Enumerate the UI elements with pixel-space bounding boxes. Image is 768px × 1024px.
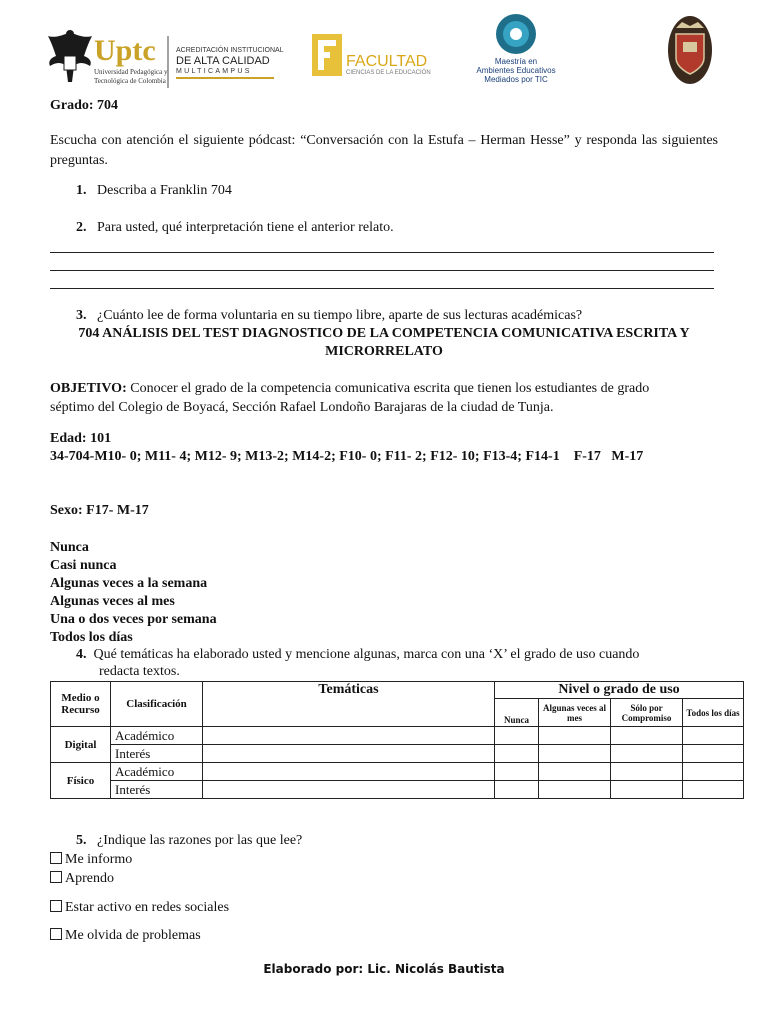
checkbox-icon[interactable] xyxy=(50,871,62,883)
mark-cell[interactable] xyxy=(611,727,683,745)
footer-credit: Elaborado por: Lic. Nicolás Bautista xyxy=(263,962,505,976)
svg-text:DE ALTA CALIDAD: DE ALTA CALIDAD xyxy=(176,55,270,67)
question-2 xyxy=(76,220,394,236)
header-todos-dias: Todos los días xyxy=(683,699,744,727)
frequency-options xyxy=(50,539,217,647)
question-text: Para usted, qué interpretación tiene el anterior relato. xyxy=(97,220,394,235)
facultad-logo xyxy=(312,34,431,76)
analysis-title-line-2: MICRORRELATO xyxy=(325,344,443,359)
question-number: 2. xyxy=(76,220,87,235)
header-logos xyxy=(0,0,768,96)
table-row xyxy=(51,727,744,745)
clasificacion-cell: Académico xyxy=(111,763,203,781)
svg-text:Mediados por TIC: Mediados por TIC xyxy=(484,75,548,84)
mark-cell[interactable] xyxy=(539,745,611,763)
question-number: 3. xyxy=(76,308,87,323)
svg-text:ACREDITACIÓN INSTITUCIONAL: ACREDITACIÓN INSTITUCIONAL xyxy=(176,47,284,54)
svg-text:Tecnológica de Colombia: Tecnológica de Colombia xyxy=(94,77,166,85)
header-tematicas: Temáticas xyxy=(203,682,495,727)
objective-line-1: Conocer el grado de la competencia comunicativa escrita que tienen los estudiantes de grado xyxy=(126,381,650,396)
mark-cell[interactable] xyxy=(539,781,611,799)
question-text: Qué temáticas ha elaborado usted y mencione algunas, marca con una ‘X’ el grado de uso cuando xyxy=(93,647,640,662)
tematicas-cell[interactable] xyxy=(203,781,495,799)
question-text-cont: redacta textos. xyxy=(99,664,180,679)
analysis-title-line-1: 704 ANÁLISIS DEL TEST DIAGNOSTICO DE LA COMPETENCIA COMUNICATIVA ESCRITA Y xyxy=(78,326,690,341)
table-row xyxy=(51,745,744,763)
question-text: Describa a Franklin 704 xyxy=(97,183,232,198)
question-4 xyxy=(76,646,639,680)
mark-cell[interactable] xyxy=(539,727,611,745)
header-clasificacion: Clasificación xyxy=(111,682,203,727)
mark-cell[interactable] xyxy=(611,763,683,781)
reason-label: Aprendo xyxy=(65,871,114,886)
reason-option[interactable] xyxy=(50,852,132,868)
header-algunas-veces: Algunas veces al mes xyxy=(539,699,611,727)
svg-text:MULTICAMPUS: MULTICAMPUS xyxy=(176,68,252,75)
checkbox-icon[interactable] xyxy=(50,900,62,912)
checkbox-icon[interactable] xyxy=(50,852,62,864)
tematicas-cell[interactable] xyxy=(203,745,495,763)
question-1 xyxy=(76,183,232,199)
objective xyxy=(50,379,730,417)
header-nivel: Nivel o grado de uso xyxy=(495,682,744,699)
frequency-option: Casi nunca xyxy=(50,558,117,573)
svg-text:CIENCIAS DE LA EDUCACIÓN: CIENCIAS DE LA EDUCACIÓN xyxy=(346,70,431,76)
svg-text:Universidad Pedagógica y: Universidad Pedagógica y xyxy=(94,68,168,76)
objective-line-2: séptimo del Colegio de Boyacá, Sección Rafael Londoño Barajaras de la ciudad de Tunja. xyxy=(50,400,554,415)
mark-cell[interactable] xyxy=(683,745,744,763)
frequency-option: Nunca xyxy=(50,540,89,555)
svg-text:Uptc: Uptc xyxy=(94,34,156,67)
reason-option[interactable] xyxy=(50,900,229,916)
mark-cell[interactable] xyxy=(539,763,611,781)
mark-cell[interactable] xyxy=(611,781,683,799)
svg-text:FACULTAD: FACULTAD xyxy=(346,53,428,70)
tematicas-cell[interactable] xyxy=(203,763,495,781)
question-text: ¿Indique las razones por las que lee? xyxy=(97,833,303,848)
uptc-logo xyxy=(94,34,168,88)
accreditation-logo xyxy=(176,45,284,79)
reason-label: Estar activo en redes sociales xyxy=(65,900,230,915)
table-row xyxy=(51,763,744,781)
answer-line[interactable] xyxy=(50,288,714,289)
svg-text:Ambientes Educativos: Ambientes Educativos xyxy=(476,66,556,75)
frequency-option: Todos los días xyxy=(50,630,133,645)
age-label: Edad: 101 xyxy=(50,431,112,446)
mark-cell[interactable] xyxy=(683,763,744,781)
clasificacion-cell: Académico xyxy=(111,727,203,745)
checkbox-icon[interactable] xyxy=(50,928,62,940)
question-number: 4. xyxy=(76,647,87,662)
answer-line[interactable] xyxy=(50,270,714,271)
svg-text:Maestría en: Maestría en xyxy=(494,57,538,66)
maestria-logo xyxy=(476,14,555,84)
sex-label: Sexo: F17- M-17 xyxy=(50,503,149,518)
question-number: 1. xyxy=(76,183,87,198)
mark-cell[interactable] xyxy=(611,745,683,763)
frequency-option: Algunas veces al mes xyxy=(50,594,175,609)
question-5 xyxy=(76,833,302,849)
tematicas-cell[interactable] xyxy=(203,727,495,745)
reason-option[interactable] xyxy=(50,871,114,887)
medio-cell: Digital xyxy=(51,727,111,763)
answer-line[interactable] xyxy=(50,252,714,253)
medio-cell: Físico xyxy=(51,763,111,799)
demographic-stats: 34-704-M10- 0; M11- 4; M12- 9; M13-2; M14-2; F10- 0; F11- 2; F12- 10; F13-4; F14-1 F-17 M-17 xyxy=(50,449,644,464)
question-text: ¿Cuánto lee de forma voluntaria en su tiempo libre, aparte de sus lecturas académicas? xyxy=(97,308,583,323)
mark-cell[interactable] xyxy=(495,727,539,745)
header-solo-compromiso: Sólo por Compromiso xyxy=(611,699,683,727)
colegio-crest-icon xyxy=(668,16,712,84)
frequency-option: Algunas veces a la semana xyxy=(50,576,208,591)
grade-label: Grado: 704 xyxy=(50,98,119,113)
mark-cell[interactable] xyxy=(683,727,744,745)
analysis-title xyxy=(44,325,724,361)
intro-text: Escucha con atención el siguiente pódcast: “Conversación con la Estufa – Herman Hesse” y responda las siguientes preguntas. xyxy=(50,133,718,168)
reason-label: Me olvida de problemas xyxy=(65,928,201,943)
reason-label: Me informo xyxy=(65,852,133,867)
table-row xyxy=(51,781,744,799)
clasificacion-cell: Interés xyxy=(111,745,203,763)
mark-cell[interactable] xyxy=(495,763,539,781)
question-number: 5. xyxy=(76,833,87,848)
usage-table xyxy=(50,681,744,799)
clasificacion-cell: Interés xyxy=(111,781,203,799)
frequency-option: Una o dos veces por semana xyxy=(50,612,217,627)
question-3 xyxy=(76,308,582,324)
mark-cell[interactable] xyxy=(683,781,744,799)
header-nunca: Nunca xyxy=(495,699,539,727)
mark-cell[interactable] xyxy=(495,781,539,799)
reason-option[interactable] xyxy=(50,928,201,944)
mark-cell[interactable] xyxy=(495,745,539,763)
eagle-crest-icon xyxy=(48,30,92,82)
header-medio: Medio o Recurso xyxy=(51,682,111,727)
objective-label: OBJETIVO: xyxy=(50,381,127,396)
